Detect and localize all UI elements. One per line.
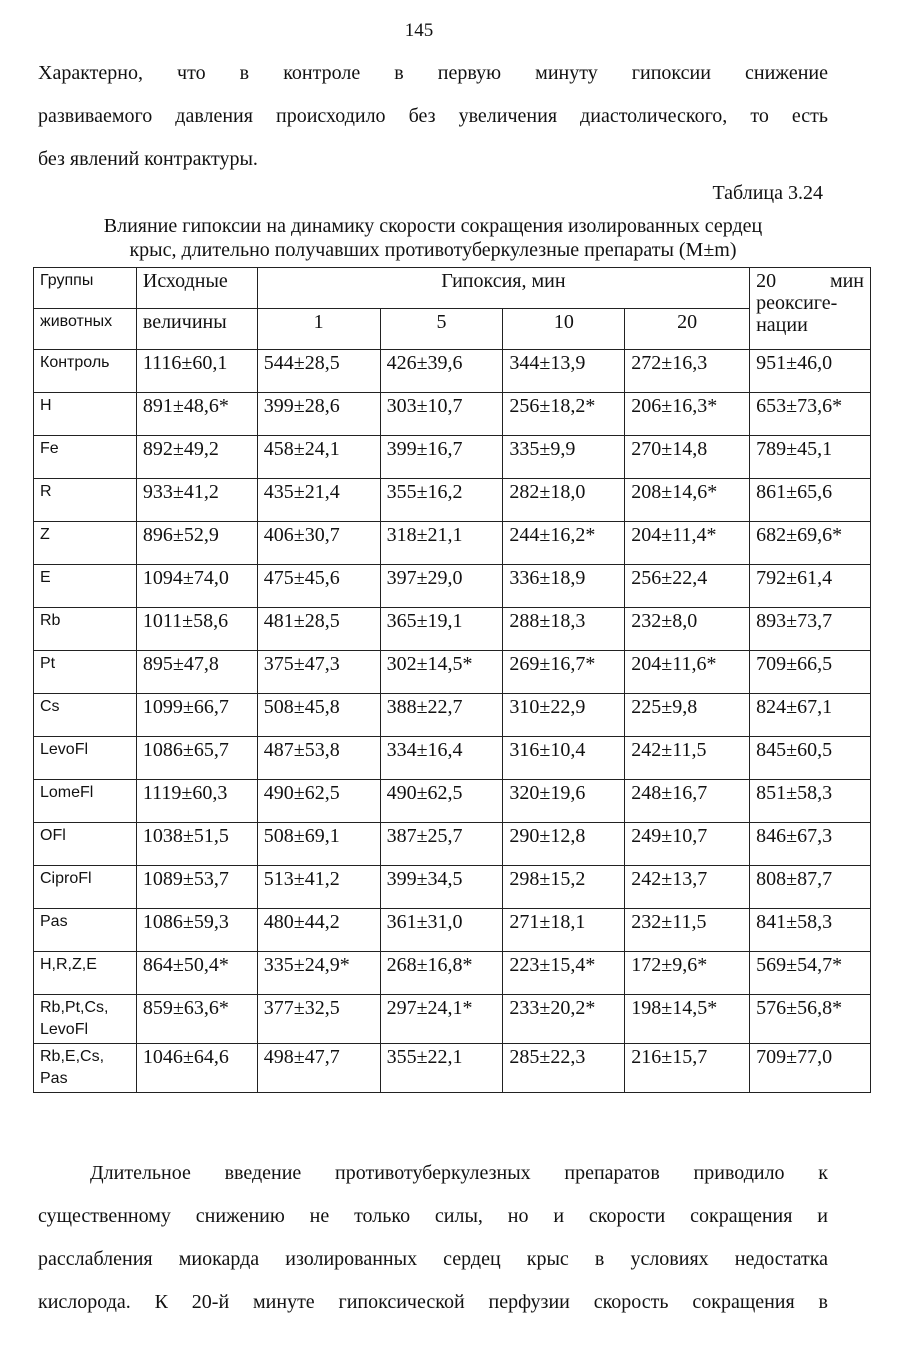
value-cell-m20: 204±11,4* xyxy=(625,522,750,565)
value-cell-m1: 399±28,6 xyxy=(257,393,380,436)
value-cell-m1: 487±53,8 xyxy=(257,737,380,780)
group-name-cell: Pas xyxy=(34,909,137,952)
value-cell-m5: 303±10,7 xyxy=(380,393,503,436)
value-cell-initial: 1119±60,3 xyxy=(136,780,257,823)
table-row xyxy=(34,995,871,1044)
table-row xyxy=(34,436,871,479)
value-cell-reox: 846±67,3 xyxy=(750,823,871,866)
value-cell-m5: 490±62,5 xyxy=(380,780,503,823)
value-cell-reox: 682±69,6* xyxy=(750,522,871,565)
table-row xyxy=(34,479,871,522)
value-cell-m10: 282±18,0 xyxy=(503,479,625,522)
value-cell-reox: 792±61,4 xyxy=(750,565,871,608)
value-cell-m20: 272±16,3 xyxy=(625,350,750,393)
group-name-cell: Rb xyxy=(34,608,137,651)
value-cell-m20: 249±10,7 xyxy=(625,823,750,866)
value-cell-m5: 355±16,2 xyxy=(380,479,503,522)
table-row xyxy=(34,737,871,780)
value-cell-m1: 375±47,3 xyxy=(257,651,380,694)
value-cell-m1: 513±41,2 xyxy=(257,866,380,909)
group-name-cell: LomeFl xyxy=(34,780,137,823)
value-cell-m5: 268±16,8* xyxy=(380,952,503,995)
value-cell-m5: 334±16,4 xyxy=(380,737,503,780)
header-initial: Исходные xyxy=(136,268,257,309)
value-cell-m20: 204±11,6* xyxy=(625,651,750,694)
value-cell-m10: 223±15,4* xyxy=(503,952,625,995)
header-min-20: 20 xyxy=(625,309,750,350)
value-cell-m5: 388±22,7 xyxy=(380,694,503,737)
value-cell-reox: 951±46,0 xyxy=(750,350,871,393)
header-reoxygenation: 20 мин реоксиге- нации xyxy=(750,268,871,350)
value-cell-m20: 256±22,4 xyxy=(625,565,750,608)
outro-paragraph xyxy=(38,1152,828,1324)
value-cell-m1: 406±30,7 xyxy=(257,522,380,565)
table-row xyxy=(34,909,871,952)
value-cell-m5: 399±16,7 xyxy=(380,436,503,479)
value-cell-m10: 335±9,9 xyxy=(503,436,625,479)
value-cell-m1: 435±21,4 xyxy=(257,479,380,522)
header-row-1 xyxy=(34,268,871,309)
header-animals: животных xyxy=(34,309,137,350)
value-cell-m10: 288±18,3 xyxy=(503,608,625,651)
page-number: 145 xyxy=(404,20,434,41)
value-cell-initial: 1086±65,7 xyxy=(136,737,257,780)
intro-line-1: Характерно, что в контроле в первую минуту гипоксии снижение xyxy=(38,62,828,84)
value-cell-reox: 824±67,1 xyxy=(750,694,871,737)
value-cell-initial: 895±47,8 xyxy=(136,651,257,694)
value-cell-reox: 808±87,7 xyxy=(750,866,871,909)
value-cell-m20: 198±14,5* xyxy=(625,995,750,1044)
value-cell-m10: 310±22,9 xyxy=(503,694,625,737)
value-cell-initial: 1099±66,7 xyxy=(136,694,257,737)
outro-line-4: кислорода. К 20-й минуте гипоксической перфузии скорость сокращения в xyxy=(38,1291,828,1313)
value-cell-initial: 1038±51,5 xyxy=(136,823,257,866)
intro-line-2: развиваемого давления происходило без увеличения диастолического, то есть xyxy=(38,105,828,127)
table-row xyxy=(34,780,871,823)
table-row xyxy=(34,823,871,866)
value-cell-m5: 397±29,0 xyxy=(380,565,503,608)
value-cell-initial: 1094±74,0 xyxy=(136,565,257,608)
value-cell-m10: 269±16,7* xyxy=(503,651,625,694)
caption-line-1: Влияние гипоксии на динамику скорости сокращения изолированных сердец xyxy=(103,215,763,237)
value-cell-reox: 841±58,3 xyxy=(750,909,871,952)
group-name-cell: CiproFl xyxy=(34,866,137,909)
table-label: Таблица 3.24 xyxy=(712,182,823,204)
value-cell-reox: 851±58,3 xyxy=(750,780,871,823)
outro-line-3: расслабления миокарда изолированных сердец крыс в условиях недостатка xyxy=(38,1248,828,1270)
value-cell-initial: 1089±53,7 xyxy=(136,866,257,909)
intro-paragraph xyxy=(38,52,828,181)
group-name-cell: E xyxy=(34,565,137,608)
value-cell-m1: 498±47,7 xyxy=(257,1044,380,1093)
value-cell-m5: 318±21,1 xyxy=(380,522,503,565)
value-cell-m5: 387±25,7 xyxy=(380,823,503,866)
value-cell-reox: 893±73,7 xyxy=(750,608,871,651)
value-cell-m10: 336±18,9 xyxy=(503,565,625,608)
value-cell-reox: 576±56,8* xyxy=(750,995,871,1044)
value-cell-m1: 481±28,5 xyxy=(257,608,380,651)
intro-line-3: без явлений контрактуры. xyxy=(38,148,258,170)
value-cell-initial: 1011±58,6 xyxy=(136,608,257,651)
value-cell-m20: 232±8,0 xyxy=(625,608,750,651)
value-cell-initial: 892±49,2 xyxy=(136,436,257,479)
value-cell-m5: 355±22,1 xyxy=(380,1044,503,1093)
group-name-cell: OFl xyxy=(34,823,137,866)
value-cell-m10: 271±18,1 xyxy=(503,909,625,952)
value-cell-reox: 709±77,0 xyxy=(750,1044,871,1093)
table-row xyxy=(34,694,871,737)
group-name-cell: Cs xyxy=(34,694,137,737)
value-cell-initial: 896±52,9 xyxy=(136,522,257,565)
value-cell-initial: 1086±59,3 xyxy=(136,909,257,952)
header-row-2 xyxy=(34,309,871,350)
value-cell-m1: 377±32,5 xyxy=(257,995,380,1044)
value-cell-m10: 316±10,4 xyxy=(503,737,625,780)
table-row xyxy=(34,866,871,909)
value-cell-reox: 569±54,7* xyxy=(750,952,871,995)
caption-line-2: крыс, длительно получавших противотуберкулезные препараты (M±m) xyxy=(129,239,737,261)
header-values: величины xyxy=(136,309,257,350)
value-cell-m1: 490±62,5 xyxy=(257,780,380,823)
value-cell-m1: 508±69,1 xyxy=(257,823,380,866)
value-cell-reox: 861±65,6 xyxy=(750,479,871,522)
group-name-cell: Pt xyxy=(34,651,137,694)
group-name-cell: H,R,Z,E xyxy=(34,952,137,995)
group-name-cell: Rb,Pt,Cs, LevoFl xyxy=(34,995,137,1044)
table-row xyxy=(34,1044,871,1093)
value-cell-m20: 242±11,5 xyxy=(625,737,750,780)
value-cell-reox: 789±45,1 xyxy=(750,436,871,479)
header-min-5: 5 xyxy=(380,309,503,350)
value-cell-m1: 544±28,5 xyxy=(257,350,380,393)
header-min-1: 1 xyxy=(257,309,380,350)
value-cell-initial: 891±48,6* xyxy=(136,393,257,436)
group-name-cell: LevoFl xyxy=(34,737,137,780)
value-cell-m5: 361±31,0 xyxy=(380,909,503,952)
value-cell-m5: 297±24,1* xyxy=(380,995,503,1044)
value-cell-m20: 270±14,8 xyxy=(625,436,750,479)
value-cell-m1: 480±44,2 xyxy=(257,909,380,952)
group-name-cell: R xyxy=(34,479,137,522)
table-row xyxy=(34,952,871,995)
value-cell-m10: 298±15,2 xyxy=(503,866,625,909)
data-table xyxy=(33,267,871,1093)
group-name-cell: Контроль xyxy=(34,350,137,393)
value-cell-m5: 426±39,6 xyxy=(380,350,503,393)
value-cell-m10: 244±16,2* xyxy=(503,522,625,565)
value-cell-m10: 285±22,3 xyxy=(503,1044,625,1093)
header-min-10: 10 xyxy=(503,309,625,350)
value-cell-m10: 290±12,8 xyxy=(503,823,625,866)
value-cell-m1: 458±24,1 xyxy=(257,436,380,479)
value-cell-reox: 709±66,5 xyxy=(750,651,871,694)
value-cell-initial: 859±63,6* xyxy=(136,995,257,1044)
table-row xyxy=(34,651,871,694)
outro-line-1: Длительное введение противотуберкулезных препаратов приводило к xyxy=(90,1162,828,1184)
value-cell-initial: 864±50,4* xyxy=(136,952,257,995)
table-row xyxy=(34,350,871,393)
group-name-cell: Fe xyxy=(34,436,137,479)
value-cell-m1: 335±24,9* xyxy=(257,952,380,995)
value-cell-m5: 399±34,5 xyxy=(380,866,503,909)
value-cell-m20: 248±16,7 xyxy=(625,780,750,823)
value-cell-m1: 508±45,8 xyxy=(257,694,380,737)
value-cell-m10: 344±13,9 xyxy=(503,350,625,393)
table-row xyxy=(34,608,871,651)
value-cell-initial: 1046±64,6 xyxy=(136,1044,257,1093)
value-cell-m20: 216±15,7 xyxy=(625,1044,750,1093)
value-cell-m20: 172±9,6* xyxy=(625,952,750,995)
value-cell-m20: 225±9,8 xyxy=(625,694,750,737)
table-body xyxy=(34,350,871,1093)
value-cell-m10: 256±18,2* xyxy=(503,393,625,436)
table-caption xyxy=(38,214,828,262)
header-hypoxia: Гипоксия, мин xyxy=(257,268,749,309)
value-cell-m20: 206±16,3* xyxy=(625,393,750,436)
outro-line-2: существенному снижению не только силы, но и скорости сокращения и xyxy=(38,1205,828,1227)
table-row xyxy=(34,393,871,436)
value-cell-reox: 653±73,6* xyxy=(750,393,871,436)
value-cell-m20: 232±11,5 xyxy=(625,909,750,952)
group-name-cell: Rb,E,Cs, Pas xyxy=(34,1044,137,1093)
value-cell-m5: 365±19,1 xyxy=(380,608,503,651)
table-row xyxy=(34,565,871,608)
value-cell-m5: 302±14,5* xyxy=(380,651,503,694)
value-cell-m20: 242±13,7 xyxy=(625,866,750,909)
value-cell-initial: 933±41,2 xyxy=(136,479,257,522)
table-row xyxy=(34,522,871,565)
value-cell-m10: 320±19,6 xyxy=(503,780,625,823)
group-name-cell: H xyxy=(34,393,137,436)
value-cell-m10: 233±20,2* xyxy=(503,995,625,1044)
value-cell-m1: 475±45,6 xyxy=(257,565,380,608)
value-cell-m20: 208±14,6* xyxy=(625,479,750,522)
group-name-cell: Z xyxy=(34,522,137,565)
value-cell-reox: 845±60,5 xyxy=(750,737,871,780)
header-groups: Группы xyxy=(34,268,137,309)
value-cell-initial: 1116±60,1 xyxy=(136,350,257,393)
